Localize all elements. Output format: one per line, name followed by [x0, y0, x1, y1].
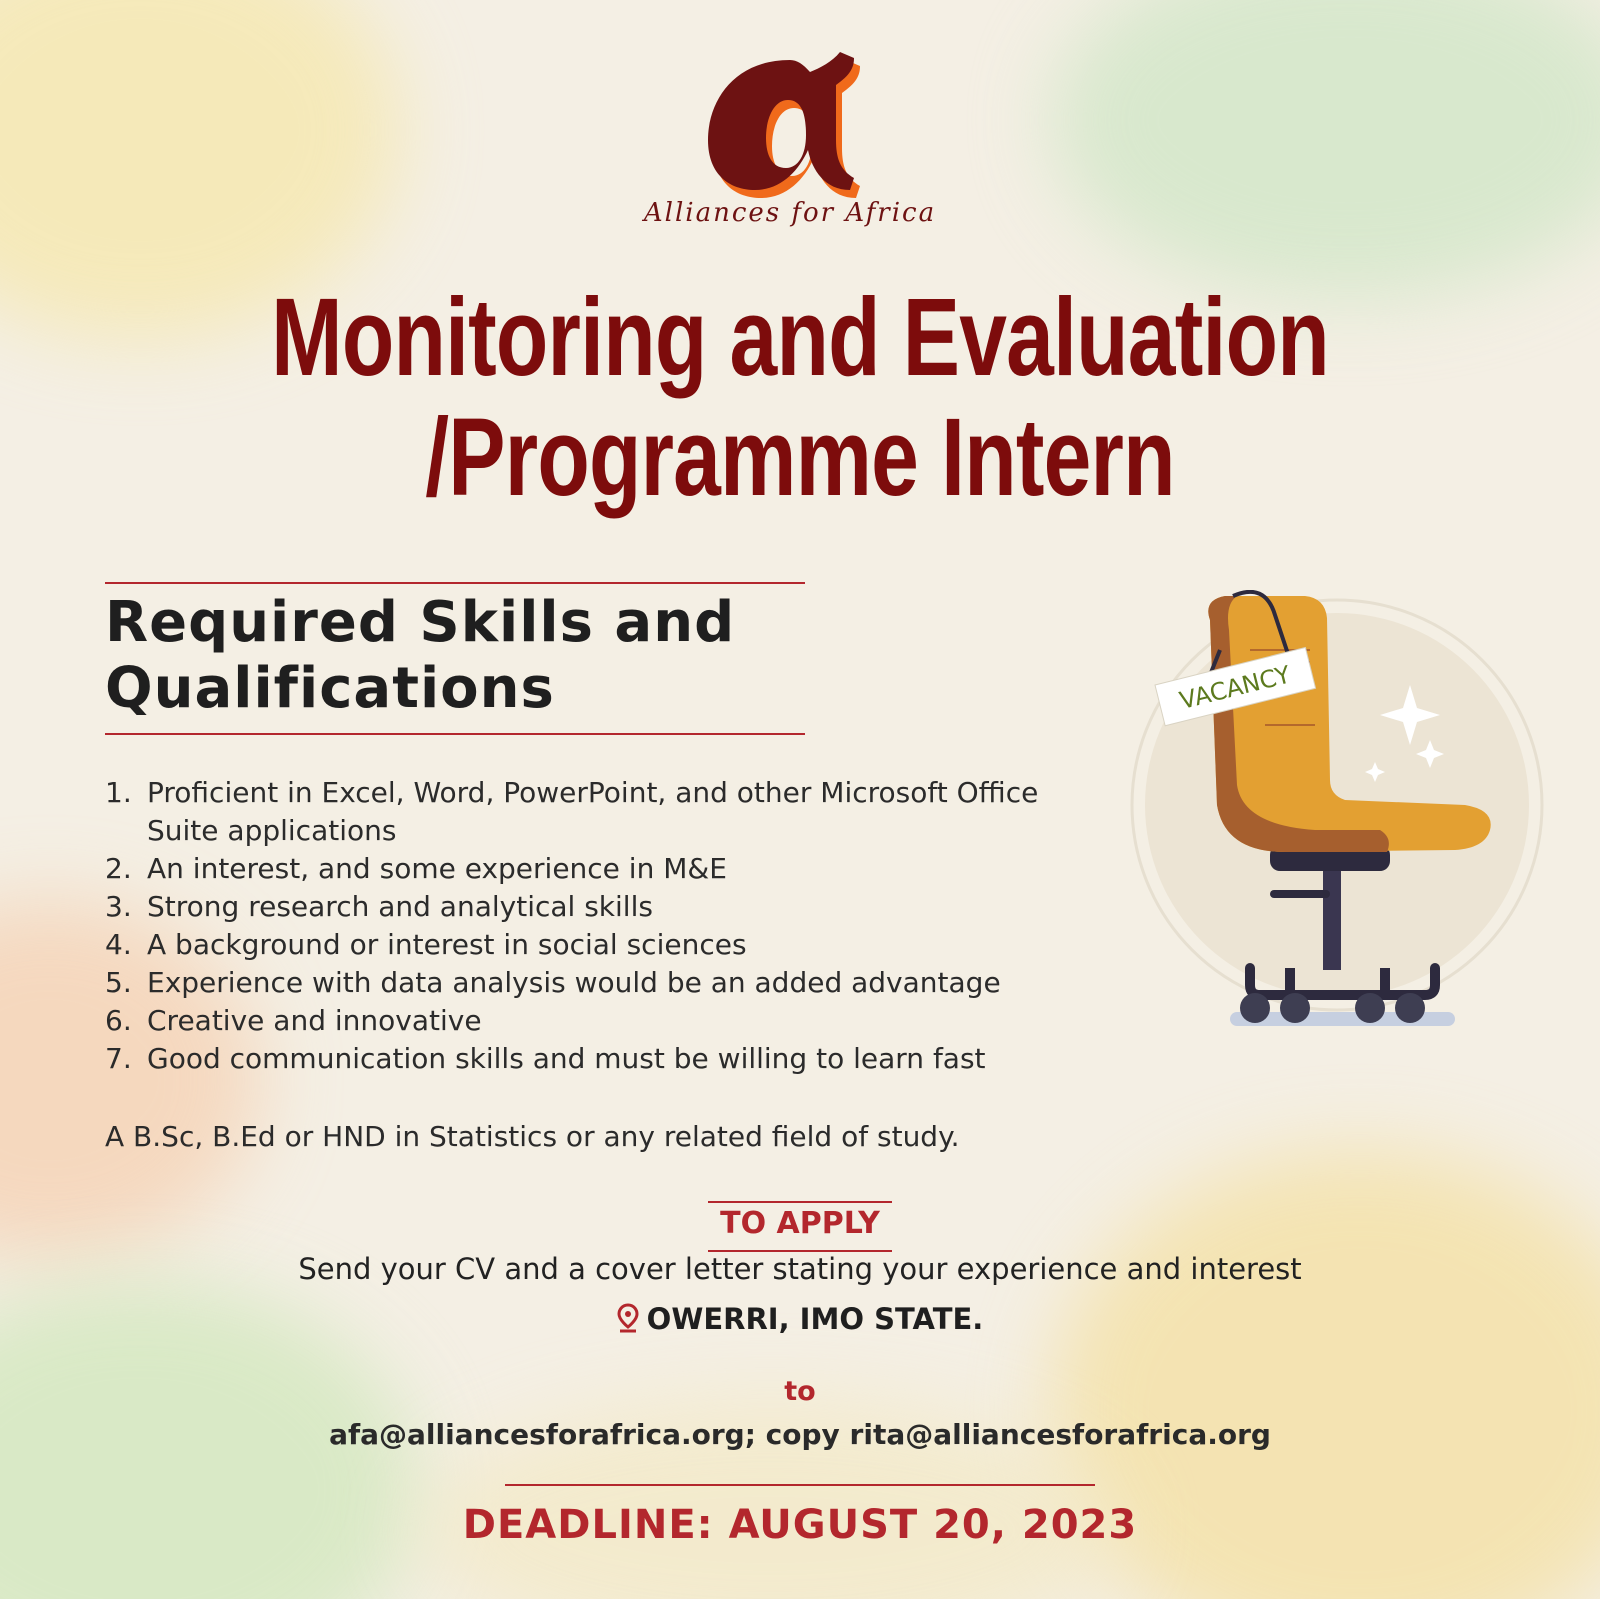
- deadline: DEADLINE: AUGUST 20, 2023: [462, 1502, 1138, 1548]
- apply-top-divider: [708, 1201, 892, 1203]
- apply-instructions: Send your CV and a cover letter stating your experience and interest: [298, 1252, 1302, 1286]
- list-item-number: 7.: [105, 1042, 132, 1075]
- section-heading-line-2: Qualifications: [105, 656, 555, 721]
- list-item-text: Creative and innovative: [147, 1004, 482, 1037]
- brand-logo: [640, 40, 940, 230]
- vacancy-sign-text: VACANCY: [1176, 660, 1294, 715]
- list-item-number: 5.: [105, 966, 132, 999]
- section-heading: [105, 590, 735, 722]
- job-title-line-2: /Programme Intern: [425, 396, 1175, 519]
- list-item: [105, 1040, 1065, 1078]
- list-item: [105, 850, 1065, 888]
- list-item-text: A background or interest in social sciences: [147, 928, 747, 961]
- list-item-number: 2.: [105, 852, 132, 885]
- list-item: [105, 888, 1065, 926]
- list-item-text: Good communication skills and must be willing to learn fast: [147, 1042, 986, 1075]
- list-item: [105, 964, 1065, 1002]
- job-title: [176, 278, 1424, 518]
- vacant-office-chair-icon: [1125, 590, 1555, 1060]
- vacancy-illustration: [1125, 590, 1555, 1060]
- list-item: [105, 926, 1065, 964]
- apply-label: TO APPLY: [720, 1206, 880, 1241]
- location-text: OWERRI, IMO STATE.: [646, 1302, 984, 1336]
- list-item-number: 3.: [105, 890, 132, 923]
- section-heading-line-1: Required Skills and: [105, 590, 736, 655]
- application-emails[interactable]: afa@alliancesforafrica.org; copy rita@alliancesforafrica.org: [329, 1418, 1271, 1451]
- job-title-line-1: Monitoring and Evaluation: [271, 276, 1329, 399]
- to-label: to: [784, 1376, 816, 1407]
- section-top-divider: [105, 582, 805, 584]
- list-item-number: 4.: [105, 928, 132, 961]
- degree-requirement: A B.Sc, B.Ed or HND in Statistics or any related field of study.: [105, 1120, 960, 1153]
- list-item-text: Strong research and analytical skills: [147, 890, 653, 923]
- list-item-text: Proficient in Excel, Word, PowerPoint, and other Microsoft Office Suite applications: [147, 776, 1039, 847]
- list-item-text: An interest, and some experience in M&E: [147, 852, 727, 885]
- skills-list: [105, 774, 1065, 1078]
- alpha-logo-icon: [640, 40, 940, 200]
- location-pin-icon: [617, 1303, 639, 1340]
- list-item-text: Experience with data analysis would be an added advantage: [147, 966, 1001, 999]
- location: [0, 1302, 1600, 1340]
- brand-name: Alliances for Africa: [643, 198, 937, 228]
- section-bottom-divider: [105, 733, 805, 735]
- deadline-divider: [505, 1484, 1095, 1486]
- list-item-number: 6.: [105, 1004, 132, 1037]
- list-item: [105, 1002, 1065, 1040]
- list-item: [105, 774, 1065, 850]
- list-item-number: 1.: [105, 776, 132, 809]
